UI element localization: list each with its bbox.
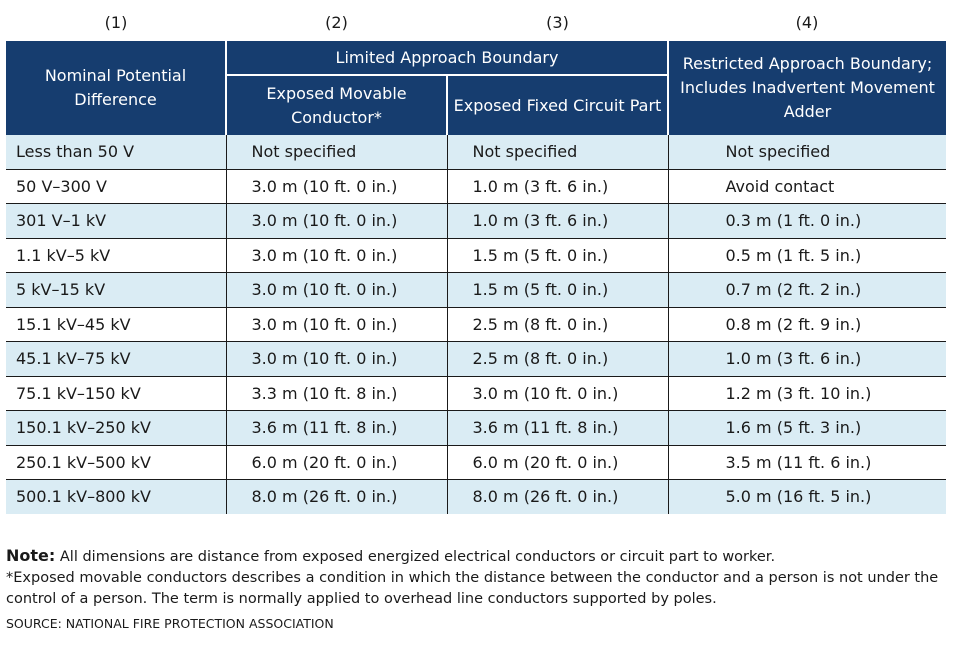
cell-movable-conductor: 3.0 m (10 ft. 0 in.)	[226, 307, 447, 342]
table-row	[6, 307, 946, 342]
cell-nominal-potential: 1.1 kV–5 kV	[6, 238, 226, 273]
table-row	[6, 238, 946, 273]
cell-restricted-boundary: Not specified	[668, 135, 946, 169]
header-exposed-movable-conductor: Exposed Movable Conductor*	[226, 75, 447, 135]
cell-movable-conductor: 3.0 m (10 ft. 0 in.)	[226, 273, 447, 308]
cell-nominal-potential: 50 V–300 V	[6, 169, 226, 204]
table-body	[6, 135, 946, 514]
table-row	[6, 135, 946, 169]
cell-movable-conductor: 3.0 m (10 ft. 0 in.)	[226, 204, 447, 239]
table-row	[6, 411, 946, 446]
cell-restricted-boundary: Avoid contact	[668, 169, 946, 204]
table-row	[6, 342, 946, 377]
cell-restricted-boundary: 0.7 m (2 ft. 2 in.)	[668, 273, 946, 308]
approach-boundary-table	[6, 41, 946, 514]
cell-fixed-circuit-part: 2.5 m (8 ft. 0 in.)	[447, 342, 668, 377]
notes-section	[6, 545, 950, 633]
table-row	[6, 273, 946, 308]
source-credit: SOURCE: NATIONAL FIRE PROTECTION ASSOCIATION	[6, 616, 334, 631]
cell-fixed-circuit-part: 1.5 m (5 ft. 0 in.)	[447, 273, 668, 308]
cell-restricted-boundary: 0.5 m (1 ft. 5 in.)	[668, 238, 946, 273]
cell-fixed-circuit-part: 1.5 m (5 ft. 0 in.)	[447, 238, 668, 273]
column-number-row	[6, 11, 946, 35]
cell-movable-conductor: 3.3 m (10 ft. 8 in.)	[226, 376, 447, 411]
cell-restricted-boundary: 1.0 m (3 ft. 6 in.)	[668, 342, 946, 377]
table-row	[6, 445, 946, 480]
cell-fixed-circuit-part: 3.6 m (11 ft. 8 in.)	[447, 411, 668, 446]
cell-fixed-circuit-part: 8.0 m (26 ft. 0 in.)	[447, 480, 668, 514]
header-restricted-approach-boundary: Restricted Approach Boundary; Includes Inadvertent Movement Adder	[668, 41, 946, 135]
column-number-2: (2)	[325, 13, 348, 32]
cell-movable-conductor: 3.6 m (11 ft. 8 in.)	[226, 411, 447, 446]
table-header	[6, 41, 946, 135]
cell-nominal-potential: Less than 50 V	[6, 135, 226, 169]
cell-nominal-potential: 500.1 kV–800 kV	[6, 480, 226, 514]
cell-nominal-potential: 45.1 kV–75 kV	[6, 342, 226, 377]
note-text: All dimensions are distance from exposed energized electrical conductors or circuit part to worker.	[59, 549, 776, 565]
cell-restricted-boundary: 0.8 m (2 ft. 9 in.)	[668, 307, 946, 342]
cell-fixed-circuit-part: 1.0 m (3 ft. 6 in.)	[447, 169, 668, 204]
cell-restricted-boundary: 0.3 m (1 ft. 0 in.)	[668, 204, 946, 239]
cell-restricted-boundary: 5.0 m (16 ft. 5 in.)	[668, 480, 946, 514]
note-line-1	[6, 545, 950, 568]
table-row	[6, 204, 946, 239]
note-label: Note:	[6, 546, 56, 565]
cell-nominal-potential: 150.1 kV–250 kV	[6, 411, 226, 446]
header-limited-approach-boundary: Limited Approach Boundary	[226, 41, 668, 75]
table-row	[6, 480, 946, 514]
cell-movable-conductor: 3.0 m (10 ft. 0 in.)	[226, 169, 447, 204]
cell-nominal-potential: 15.1 kV–45 kV	[6, 307, 226, 342]
header-nominal-potential: Nominal Potential Difference	[6, 41, 226, 135]
cell-fixed-circuit-part: 3.0 m (10 ft. 0 in.)	[447, 376, 668, 411]
header-exposed-fixed-circuit-part: Exposed Fixed Circuit Part	[447, 75, 668, 135]
table-row	[6, 169, 946, 204]
cell-nominal-potential: 75.1 kV–150 kV	[6, 376, 226, 411]
cell-movable-conductor: Not specified	[226, 135, 447, 169]
cell-restricted-boundary: 1.2 m (3 ft. 10 in.)	[668, 376, 946, 411]
cell-fixed-circuit-part: 1.0 m (3 ft. 6 in.)	[447, 204, 668, 239]
column-number-4: (4)	[795, 13, 819, 32]
cell-movable-conductor: 3.0 m (10 ft. 0 in.)	[226, 342, 447, 377]
cell-movable-conductor: 3.0 m (10 ft. 0 in.)	[226, 238, 447, 273]
cell-nominal-potential: 5 kV–15 kV	[6, 273, 226, 308]
column-number-3: (3)	[546, 13, 569, 32]
cell-fixed-circuit-part: 6.0 m (20 ft. 0 in.)	[447, 445, 668, 480]
cell-movable-conductor: 8.0 m (26 ft. 0 in.)	[226, 480, 447, 514]
footnote-exposed-movable: *Exposed movable conductors describes a condition in which the distance between the conductor and a person is not under the control of a person. The term is normally applied to overhead line conductors supported by poles.	[6, 570, 939, 607]
cell-restricted-boundary: 1.6 m (5 ft. 3 in.)	[668, 411, 946, 446]
cell-movable-conductor: 6.0 m (20 ft. 0 in.)	[226, 445, 447, 480]
cell-nominal-potential: 301 V–1 kV	[6, 204, 226, 239]
cell-fixed-circuit-part: Not specified	[447, 135, 668, 169]
cell-fixed-circuit-part: 2.5 m (8 ft. 0 in.)	[447, 307, 668, 342]
table-row	[6, 376, 946, 411]
column-number-1: (1)	[104, 13, 128, 32]
cell-nominal-potential: 250.1 kV–500 kV	[6, 445, 226, 480]
cell-restricted-boundary: 3.5 m (11 ft. 6 in.)	[668, 445, 946, 480]
